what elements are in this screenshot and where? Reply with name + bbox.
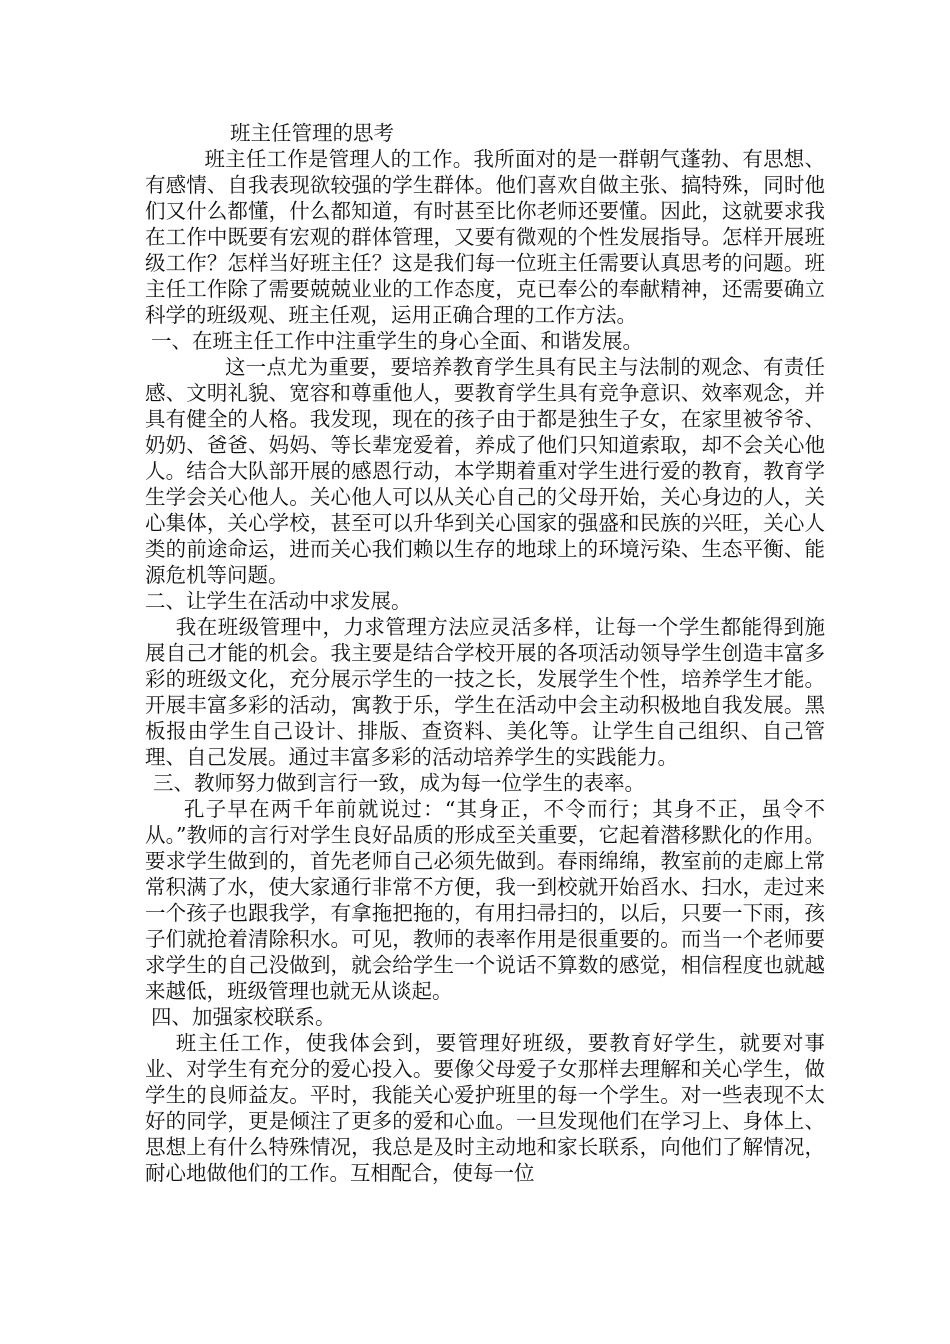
section-4-paragraph: 班主任工作，使我体会到，要管理好班级，要教育好学生，就要对事业、对学生有充分的爱心投入。要像父母爱子女那样去理解和关心学生，做学生的良师益友。平时，我能关心爱护班里的每一个学生。对一些表现不太好的同学，更是倾注了更多的爱和心血。一旦发现他们在学习上、身体上、思想上有什么特殊情况，我总是及时主动地和家长联系，向他们了解情况，耐心地做他们的工作。互相配合，使每一位	[145, 1031, 825, 1185]
document-title: 班主任管理的思考	[230, 121, 394, 145]
section-2-heading: 二、让学生在活动中求发展。	[145, 589, 412, 613]
intro-paragraph: 班主任工作是管理人的工作。我所面对的是一群朝气蓬勃、有思想、有感情、自我表现欲较强的学生群体。他们喜欢自做主张、搞特殊，同时他们又什么都懂，什么都知道，有时甚至比你老师还要懂。因此，这就要求我在工作中既要有宏观的群体管理，又要有微观的个性发展指导。怎样开展班级工作？怎样当好班主任？这是我们每一位班主任需要认真思考的问题。班主任工作除了需要兢兢业业的工作态度，克已奉公的奉献精神，还需要确立科学的班级观、班主任观，运用正确合理的工作方法。	[145, 147, 825, 327]
section-3-paragraph: 孔子早在两千年前就说过：“其身正，不令而行；其身不正，虽令不从。”教师的言行对学生良好品质的形成至关重要，它起着潜移默化的作用。要求学生做到的，首先老师自己必须先做到。春雨绵绵，教室前的走廊上常常积满了水，使大家通行非常不方便，我一到校就开始舀水、扫水，走过来一个孩子也跟我学，有拿拖把拖的，有用扫帚扫的，以后，只要一下雨，孩子们就抢着清除积水。可见，教师的表率作用是很重要的。而当一个老师要求学生的自己没做到，就会给学生一个说话不算数的感觉，相信程度也就越来越低，班级管理也就无从谈起。	[145, 797, 825, 1003]
section-4-heading: 四、加强家校联系。	[151, 1005, 336, 1029]
section-1-paragraph: 这一点尤为重要，要培养教育学生具有民主与法制的观念、有责任感、文明礼貌、宽容和尊重他人，要教育学生具有竞争意识、效率观念，并具有健全的人格。我发现，现在的孩子由于都是独生子女，在家里被爷爷、奶奶、爸爸、妈妈、等长辈宠爱着，养成了他们只知道索取，却不会关心他人。结合大队部开展的感恩行动，本学期着重对学生进行爱的教育，教育学生学会关心他人。关心他人可以从关心自己的父母开始，关心身边的人，关心集体，关心学校，甚至可以升华到关心国家的强盛和民族的兴旺，关心人类的前途命运，进而关心我们赖以生存的地球上的环境污染、生态平衡、能源危机等问题。	[145, 355, 825, 587]
section-2-paragraph: 我在班级管理中，力求管理方法应灵活多样，让每一个学生都能得到施展自己才能的机会。我主要是结合学校开展的各项活动领导学生创造丰富多彩的班级文化，充分展示学生的一技之长，发展学生个性，培养学生才能。开展丰富多彩的活动，寓教于乐，学生在活动中会主动积极地自我发展。黑板报由学生自己设计、排版、查资料、美化等。让学生自己组织、自己管理、自己发展。通过丰富多彩的活动培养学生的实践能力。	[145, 615, 825, 769]
section-3-heading: 三、教师努力做到言行一致，成为每一位学生的表率。	[153, 771, 645, 795]
section-1-heading: 一、在班主任工作中注重学生的身心全面、和谐发展。	[151, 329, 643, 353]
document-body	[145, 120, 825, 1186]
